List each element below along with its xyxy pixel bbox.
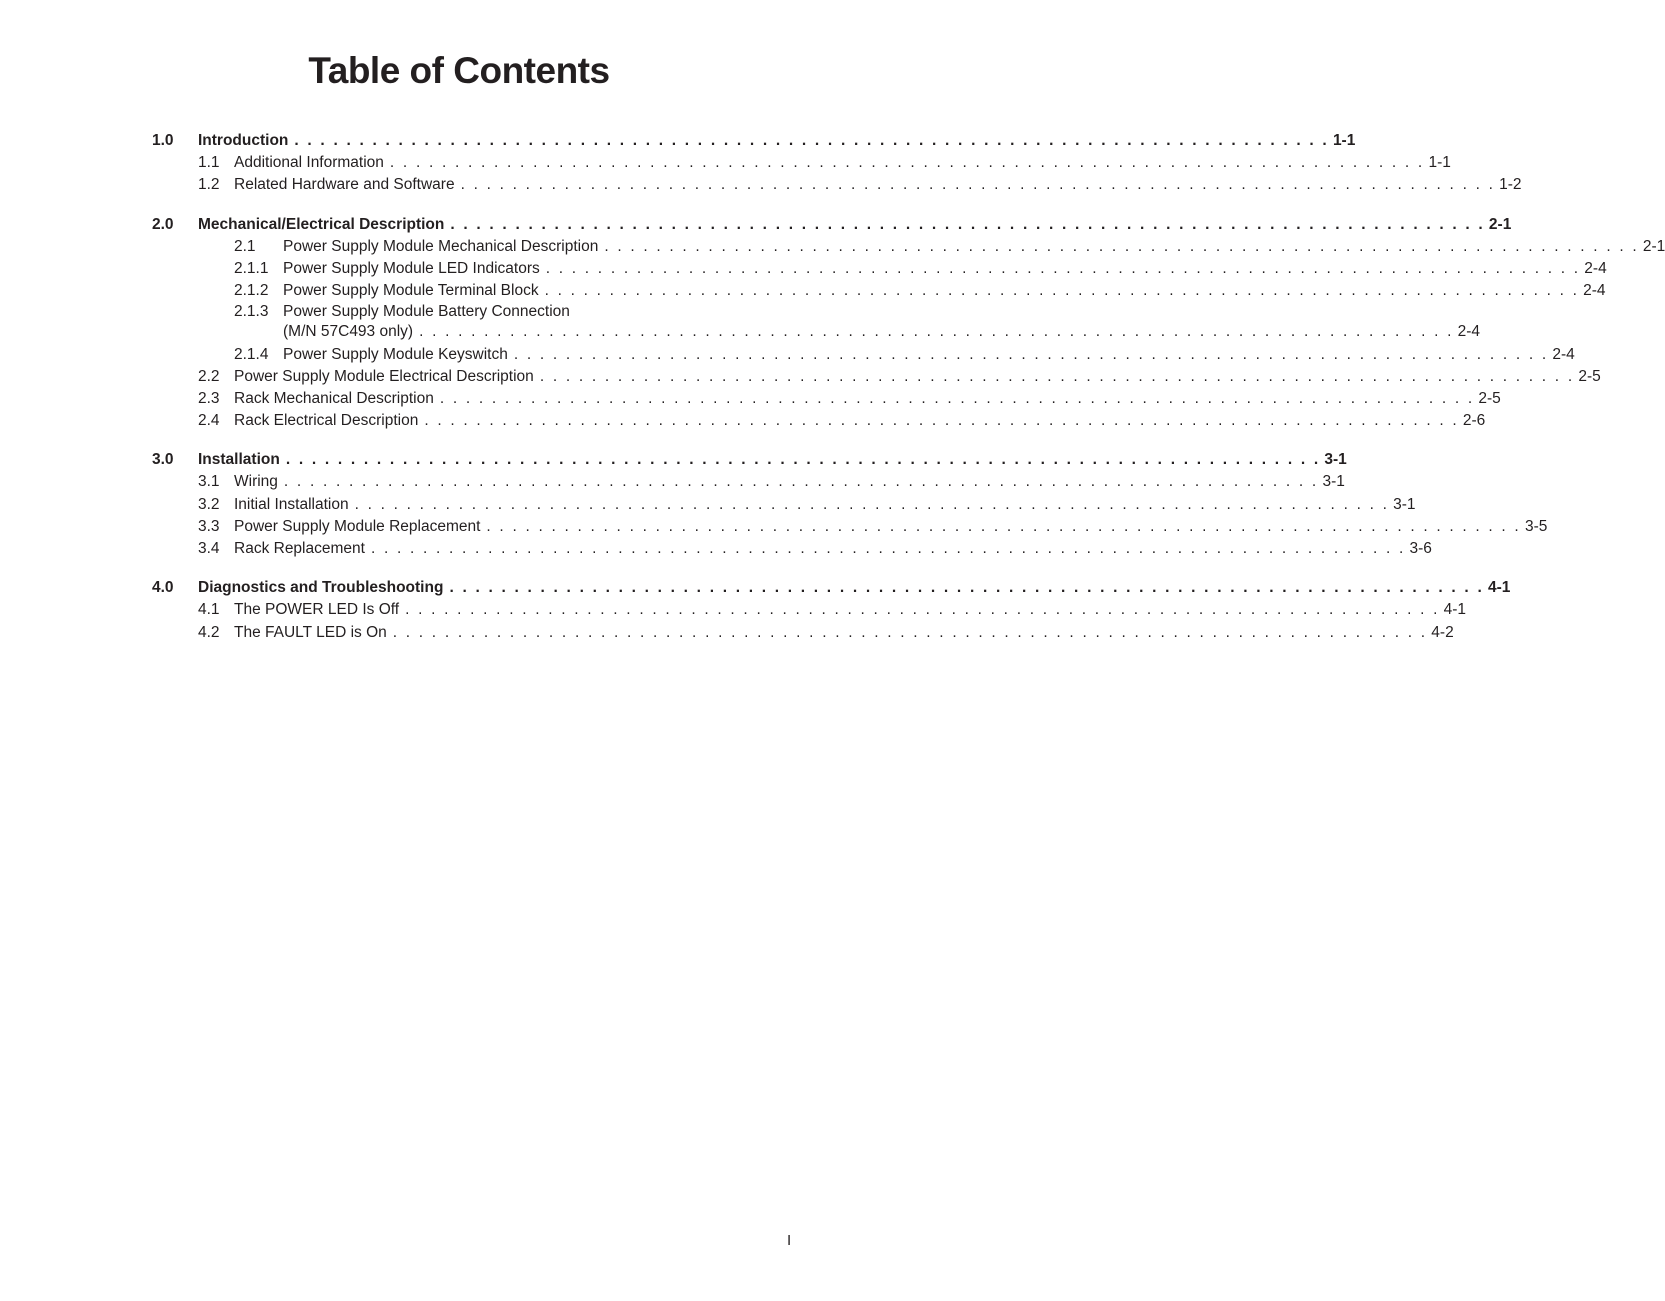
dot-leader: . . . . . . . . . . . . . . . . . . . . . . . . . . . . . . . . . . . . . . . . . . . . . . . . . . . . . . . . . . . . . . . . . . . . . . . . . . . . . . . . (513, 345, 1549, 363)
toc-entry-number: 3.0 (152, 451, 174, 469)
dot-leader: . . . . . . . . . . . . . . . . . . . . . . . . . . . . . . . . . . . . . . . . . . . . . . . . . . . . . . . . . . . . . . . . . . . . . . . . . . . . . . . . (389, 154, 1425, 172)
toc-entry-title: Mechanical/Electrical Description (198, 215, 445, 233)
toc-entry-title: Power Supply Module Keyswitch (283, 345, 508, 363)
toc-entry-title: Power Supply Module Battery Connection (283, 303, 570, 321)
toc-entry-page: 4-1 (1443, 601, 1467, 619)
toc-entry-title: Power Supply Module Electrical Description (234, 367, 534, 385)
toc-entry[interactable] (152, 130, 1356, 152)
dot-leader: . . . . . . . . . . . . . . . . . . . . . . . . . . . . . . . . . . . . . . . . . . . . . . . . . . . . . . . . . . . . . . . . . . . . . . . . . . . . . . . . (486, 517, 1521, 535)
toc-entry-number: 2.1 (234, 237, 256, 255)
toc-entry-number: 1.2 (198, 176, 220, 194)
toc-entry-number: 2.3 (198, 389, 220, 407)
dot-leader: . . . . . . . . . . . . . . . . . . . . . . . . . . . . . . . . . . . . . . . . . . . . . . . . . . . . . . . . . . . . . . . . . . . . . . . . . . . . . . . . (370, 540, 1406, 557)
toc-entry-title: Installation (198, 451, 280, 469)
toc-entry-title: Initial Installation (234, 495, 349, 513)
toc-entry-title: Rack Replacement (234, 540, 365, 557)
toc-entry-number: 2.1.1 (234, 259, 269, 277)
toc-entry-number: 2.1.2 (234, 282, 269, 300)
toc-entry-number: 2.1.3 (234, 303, 269, 321)
toc-entry-page: 3-1 (1324, 451, 1347, 469)
dot-leader: . . . . . . . . . . . . . . . . . . . . . . . . . . . . . . . . . . . . . . . . . . . . . . . . . . . . . . . . . . . . . . . . . . . . . . . . . . . . . . . . (419, 323, 1454, 341)
toc-entry[interactable] (152, 174, 1522, 196)
toc-entry[interactable] (152, 366, 1601, 388)
toc-entry[interactable] (152, 471, 1345, 493)
toc-entry[interactable] (152, 449, 1347, 471)
toc-entry-page: 2-4 (1552, 345, 1575, 363)
toc-section (152, 449, 1548, 560)
toc-entry[interactable] (152, 344, 1575, 366)
toc-entry[interactable] (152, 258, 1607, 280)
toc-entry-title: (M/N 57C493 only) (283, 323, 414, 341)
toc-entry-title: The POWER LED Is Off (234, 601, 400, 619)
toc-entry-page: 3-6 (1409, 540, 1432, 557)
toc-entry[interactable] (152, 577, 1511, 599)
toc-entry-number: 1.0 (152, 132, 174, 149)
dot-leader: . . . . . . . . . . . . . . . . . . . . . . . . . . . . . . . . . . . . . . . . . . . . . . . . . . . . . . . . . . . . . . . . . . . . . . . . . . . . . . . . (283, 473, 1319, 491)
toc-entry[interactable] (152, 599, 1467, 621)
toc-entry[interactable] (152, 410, 1486, 432)
toc-entry-page: 1-1 (1332, 132, 1356, 149)
dot-leader: . . . . . . . . . . . . . . . . . . . . . . . . . . . . . . . . . . . . . . . . . . . . . . . . . . . . . . . . . . . . . . . . . . . . . . . . . . . . . . . . (424, 412, 1459, 430)
toc-entry-title: Power Supply Module Mechanical Description (283, 237, 599, 255)
toc-entry-title: The FAULT LED is On (234, 623, 387, 641)
toc-entry[interactable] (152, 516, 1548, 538)
dot-leader: . . . . . . . . . . . . . . . . . . . . . . . . . . . . . . . . . . . . . . . . . . . . . . . . . . . . . . . . . . . . . . . . . . . . . . . . . . . . . . . . (392, 623, 1428, 641)
page-number: I (787, 1232, 792, 1249)
toc-entry-page: 2-6 (1462, 412, 1486, 430)
toc-entry[interactable] (152, 622, 1454, 644)
toc-entry[interactable] (152, 388, 1501, 410)
dot-leader: . . . . . . . . . . . . . . . . . . . . . . . . . . . . . . . . . . . . . . . . . . . . . . . . . . . . . . . . . . . . . . . . . . . . . . . . . . . . . . . . (439, 389, 1475, 407)
toc-entry-page: 2-1 (1642, 237, 1665, 255)
toc-entry-title: Related Hardware and Software (234, 176, 455, 194)
dot-leader: . . . . . . . . . . . . . . . . . . . . . . . . . . . . . . . . . . . . . . . . . . . . . . . . . . . . . . . . . . . . . . . . . . . . . . . . . . . . . . . . (539, 367, 1575, 385)
toc-entry-title: Rack Electrical Description (234, 412, 419, 430)
table-of-contents (152, 130, 1665, 661)
toc-section (152, 130, 1522, 197)
toc-entry[interactable] (152, 280, 1606, 302)
toc-entry-page: 4-1 (1487, 579, 1511, 597)
toc-entry-title: Power Supply Module Replacement (234, 517, 481, 535)
toc-entry-title: Power Supply Module Terminal Block (283, 282, 539, 300)
dot-leader: . . . . . . . . . . . . . . . . . . . . . . . . . . . . . . . . . . . . . . . . . . . . . . . . . . . . . . . . . . . . . . . . . . . . . . . . . . . . . . . . (544, 282, 1580, 300)
toc-entry[interactable] (152, 236, 1665, 258)
dot-leader: . . . . . . . . . . . . . . . . . . . . . . . . . . . . . . . . . . . . . . . . . . . . . . . . . . . . . . . . . . . . . . . . . . . . . . . . . . . . . . . . (354, 495, 1390, 513)
toc-entry-page: 3-1 (1322, 473, 1345, 491)
toc-entry-page: 3-5 (1524, 517, 1548, 535)
toc-entry-number: 4.2 (198, 623, 220, 641)
toc-entry-number: 3.1 (198, 473, 220, 491)
toc-entry-number: 2.1.4 (234, 345, 269, 363)
toc-entry-title: Introduction (198, 132, 289, 149)
toc-entry-page: 1-2 (1499, 176, 1522, 194)
toc-entry-title: Power Supply Module LED Indicators (283, 259, 540, 277)
toc-entry-page: 2-5 (1478, 389, 1501, 407)
dot-leader: . . . . . . . . . . . . . . . . . . . . . . . . . . . . . . . . . . . . . . . . . . . . . . . . . . . . . . . . . . . . . . . . . . . . . . . . . . . . . . . . (545, 259, 1581, 277)
dot-leader: . . . . . . . . . . . . . . . . . . . . . . . . . . . . . . . . . . . . . . . . . . . . . . . . . . . . . . . . . . . . . . . . . . . . . . . . . . . . . . . . (604, 237, 1639, 255)
toc-entry-title: Wiring (234, 473, 278, 491)
toc-entry-number: 3.2 (198, 495, 220, 513)
dot-leader: . . . . . . . . . . . . . . . . . . . . . . . . . . . . . . . . . . . . . . . . . . . . . . . . . . . . . . . . . . . . . . . . . . . . . . . . . . . . . . . . (449, 579, 1484, 597)
toc-entry-number: 2.2 (198, 367, 220, 385)
dot-leader: . . . . . . . . . . . . . . . . . . . . . . . . . . . . . . . . . . . . . . . . . . . . . . . . . . . . . . . . . . . . . . . . . . . . . . . . . . . . . . . . (405, 601, 1440, 619)
toc-entry-page: 4-2 (1431, 623, 1454, 641)
toc-entry-number: 4.1 (198, 601, 220, 619)
toc-entry-page: 2-4 (1583, 282, 1606, 300)
toc-entry-number: 3.4 (198, 540, 220, 557)
toc-entry-number: 3.3 (198, 517, 220, 535)
toc-entry-number: 1.1 (198, 154, 220, 172)
toc-entry-page: 2-1 (1488, 215, 1512, 233)
toc-entry[interactable] (152, 214, 1512, 236)
dot-leader: . . . . . . . . . . . . . . . . . . . . . . . . . . . . . . . . . . . . . . . . . . . . . . . . . . . . . . . . . . . . . . . . . . . . . . . . . . . . . . . . (460, 176, 1496, 194)
toc-entry[interactable] (152, 538, 1432, 560)
toc-entry-number: 4.0 (152, 579, 174, 597)
dot-leader: . . . . . . . . . . . . . . . . . . . . . . . . . . . . . . . . . . . . . . . . . . . . . . . . . . . . . . . . . . . . . . . . . . . . . . . . . . . . . . . . (450, 215, 1485, 233)
toc-entry[interactable] (152, 321, 1481, 343)
dot-leader: . . . . . . . . . . . . . . . . . . . . . . . . . . . . . . . . . . . . . . . . . . . . . . . . . . . . . . . . . . . . . . . . . . . . . . . . . . . . . . . . (285, 451, 1321, 469)
toc-entry-page: 2-4 (1457, 323, 1481, 341)
page-title: Table of Contents (308, 50, 610, 91)
toc-entry-page: 3-1 (1393, 495, 1416, 513)
toc-entry-number: 2.0 (152, 215, 174, 233)
dot-leader: . . . . . . . . . . . . . . . . . . . . . . . . . . . . . . . . . . . . . . . . . . . . . . . . . . . . . . . . . . . . . . . . . . . . . . . . . . . . . . . . (294, 132, 1329, 149)
toc-entry[interactable] (152, 494, 1416, 516)
toc-entry-page: 1-1 (1428, 154, 1451, 172)
toc-entry-title: Additional Information (234, 154, 384, 172)
toc-entry-title: Diagnostics and Troubleshooting (198, 579, 444, 597)
toc-entry[interactable] (152, 302, 744, 321)
toc-section (152, 214, 1665, 433)
toc-entry-page: 2-4 (1584, 259, 1607, 277)
toc-entry[interactable] (152, 152, 1451, 174)
toc-entry-title: Rack Mechanical Description (234, 389, 434, 407)
toc-entry-page: 2-5 (1578, 367, 1601, 385)
toc-section (152, 577, 1511, 644)
toc-entry-number: 2.4 (198, 412, 220, 430)
